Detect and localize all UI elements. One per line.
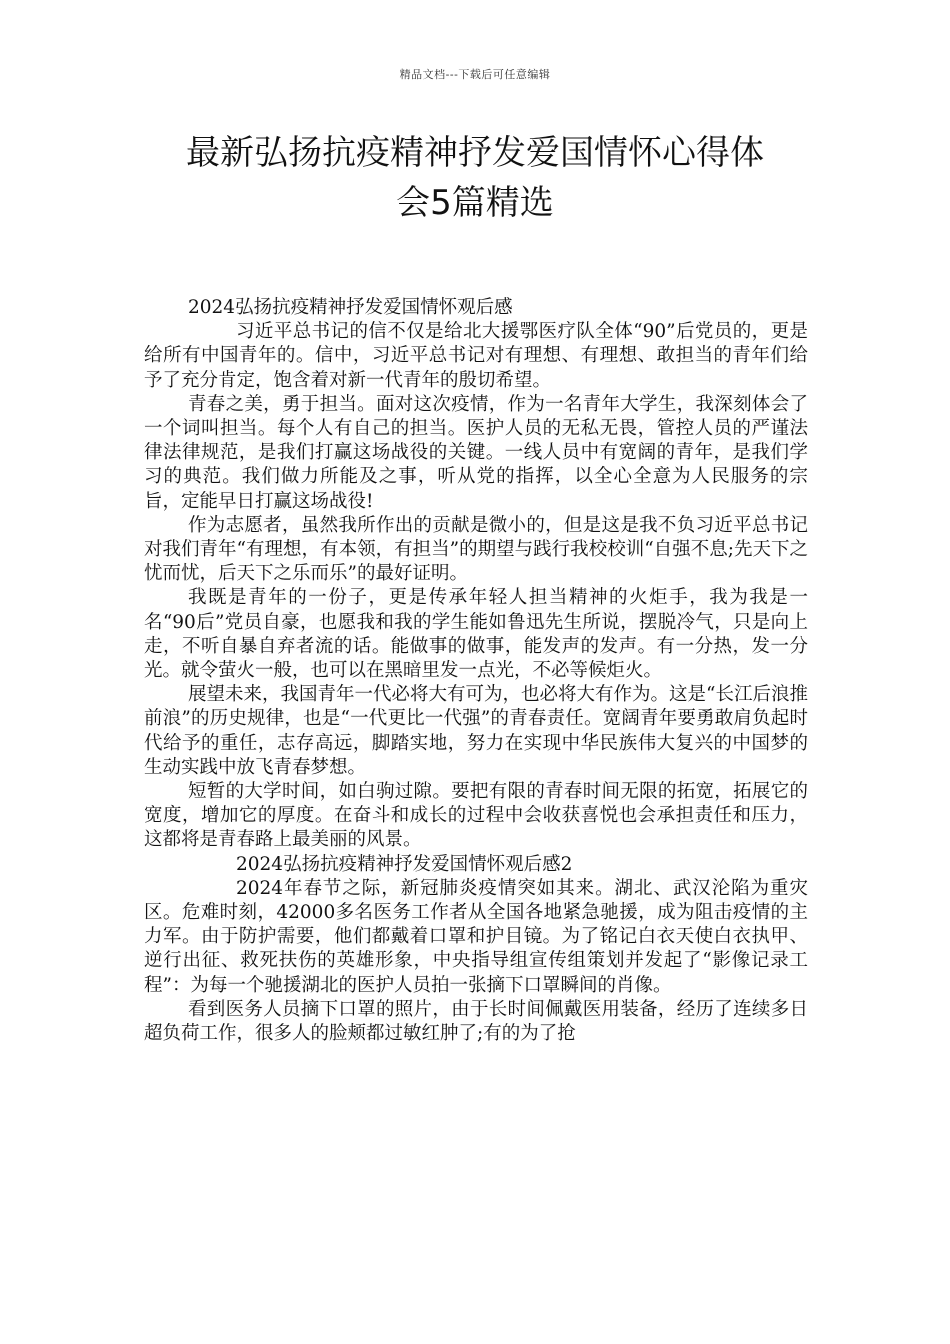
section-2-paragraph: 看到医务人员摘下口罩的照片，由于长时间佩戴医用装备，经历了连续多日超负荷工作，很多人的脸颊都过敏红肿了;有的为了抢	[144, 998, 808, 1045]
section-1-paragraph: 展望未来，我国青年一代必将大有可为，也必将大有作为。这是“长江后浪推前浪”的历史规律，也是“一代更比一代强”的青春责任。宽阔青年要勇敢肩负起时代给予的重任，志存高远，脚踏实地，努力在实现中华民族伟大复兴的中国梦的生动实践中放飞青春梦想。	[144, 684, 808, 778]
section-1-paragraph: 习近平总书记的信不仅是给北大援鄂医疗队全体“90”后党员的，更是给所有中国青年的。信中，习近平总书记对有理想、有理想、敢担当的青年们给予了充分肯定，饱含着对新一代青年的殷切希望。	[144, 321, 808, 391]
title-line-1: 最新弘扬抗疫精神抒发爱国情怀心得体	[186, 133, 764, 173]
title-line-2: 会5篇精选	[396, 183, 554, 223]
section-1-heading: 2024弘扬抗疫精神抒发爱国情怀观后感	[188, 297, 513, 318]
section-1-paragraph: 作为志愿者，虽然我所作出的贡献是微小的，但是这是我不负习近平总书记对我们青年“有理想，有本领，有担当”的期望与践行我校校训“自强不息;先天下之忧而忧，后天下之乐而乐”的最好证明。	[144, 514, 808, 585]
section-1-paragraph: 青春之美，勇于担当。面对这次疫情，作为一名青年大学生，我深刻体会了一个词叫担当。每个人有自己的担当。医护人员的无私无畏，管控人员的严谨法律法律规范，是我们打赢这场战役的关键。一线人员中有宽阔的青年，是我们学习的典范。我们做力所能及之事，听从党的指挥，以全心全意为人民服务的宗旨，定能早日打赢这场战役!	[144, 393, 808, 512]
section-1-paragraph: 我既是青年的一份子，更是传承年轻人担当精神的火炬手，我为我是一名“90后”党员自豪，也愿我和我的学生能如鲁迅先生所说，摆脱冷气，只是向上走，不听自暴自弃者流的话。能做事的做事，能发声的发声。有一分热，发一分光。就令萤火一般，也可以在黑暗里发一点光，不必等候炬火。	[144, 587, 808, 682]
section-2-heading: 2024弘扬抗疫精神抒发爱国情怀观后感2	[236, 853, 573, 875]
document-body	[144, 296, 808, 1046]
section-2-paragraph: 2024年春节之际，新冠肺炎疫情突如其来。湖北、武汉沦陷为重灾区。危难时刻，42000多名医务工作者从全国各地紧急驰援，成为阻击疫情的主力军。由于防护需要，他们都戴着口罩和护目镜。为了铭记白衣天使白衣执甲、逆行出征、救死扶伤的英雄形象，中央指导组宣传组策划并发起了“影像记录工程”：为每一个驰援湖北的医护人员拍一张摘下口罩瞬间的肖像。	[144, 877, 808, 996]
header-note: 精品文档---下载后可任意编辑	[399, 68, 551, 81]
section-1-paragraph: 短暂的大学时间，如白驹过隙。要把有限的青春时间无限的拓宽，拓展它的宽度，增加它的厚度。在奋斗和成长的过程中会收获喜悦也会承担责任和压力，这都将是青春路上最美丽的风景。	[144, 781, 808, 851]
document-title	[100, 128, 850, 228]
